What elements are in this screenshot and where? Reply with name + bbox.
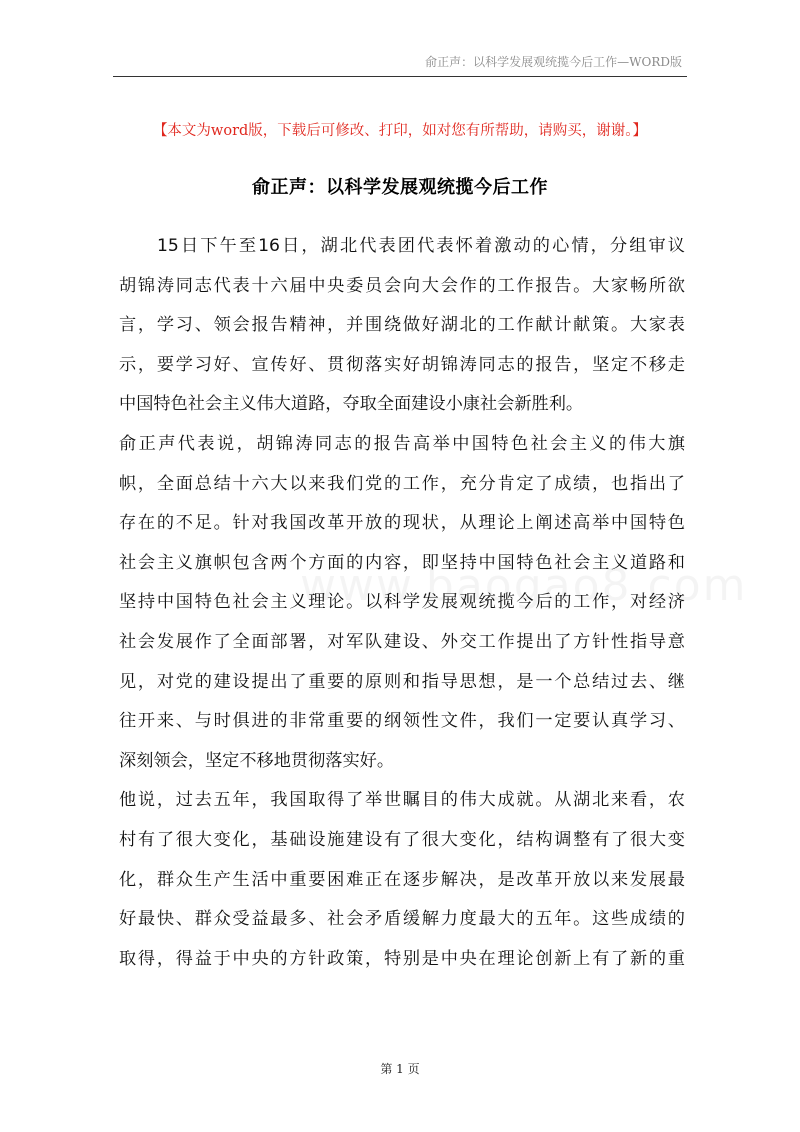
paragraph-line: 取得，得益于中央的方针政策，特别是中央在理论创新上有了新的重 <box>119 948 685 969</box>
purchase-notice: 【本文为word版，下载后可修改、打印，如对您有所帮助，请购买，谢谢。】 <box>152 123 648 139</box>
document-body <box>119 227 685 979</box>
paragraph-line: 中国特色社会主义伟大道路，夺取全面建设小康社会新胜利。 <box>119 394 584 415</box>
paragraph-line: 深刻领会，坚定不移地贯彻落实好。 <box>119 750 395 771</box>
paragraph-line: 俞正声代表说，胡锦涛同志的报告高举中国特色社会主义的伟大旗 <box>119 433 685 454</box>
paragraph-line: 帜，全面总结十六大以来我们党的工作，充分肯定了成绩，也指出了 <box>119 473 685 494</box>
running-header: 俞正声：以科学发展观统揽今后工作—WORD版 <box>425 55 682 69</box>
paragraph-line: 坚持中国特色社会主义理论。以科学发展观统揽今后的工作，对经济 <box>119 592 685 613</box>
paragraph-line: 往开来、与时俱进的非常重要的纲领性文件，我们一定要认真学习、 <box>119 711 685 732</box>
paragraph-line: 15日下午至16日，湖北代表团代表怀着激动的心情，分组审议 <box>157 236 685 256</box>
paragraph-line: 他说，过去五年，我国取得了举世瞩目的伟大成就。从湖北来看，农 <box>119 790 685 811</box>
header-divider <box>113 76 687 77</box>
paragraph-line: 好最快、群众受益最多、社会矛盾缓解力度最大的五年。这些成绩的 <box>119 909 685 930</box>
paragraph-line: 村有了很大变化，基础设施建设有了很大变化，结构调整有了很大变 <box>119 829 685 850</box>
paragraph-line: 胡锦涛同志代表十六届中央委员会向大会作的工作报告。大家畅所欲 <box>119 275 685 296</box>
paragraph-line: 见，对党的建设提出了重要的原则和指导思想，是一个总结过去、继 <box>119 671 685 692</box>
paragraph-line: 言，学习、领会报告精神，并围绕做好湖北的工作献计献策。大家表 <box>119 315 685 336</box>
paragraph-line: 示，要学习好、宣传好、贯彻落实好胡锦涛同志的报告，坚定不移走 <box>119 354 685 375</box>
paragraph-line: 存在的不足。针对我国改革开放的现状，从理论上阐述高举中国特色 <box>119 513 685 534</box>
document-title: 俞正声：以科学发展观统揽今后工作 <box>252 177 548 198</box>
paragraph-line: 社会发展作了全面部署，对军队建设、外交工作提出了方针性指导意 <box>119 631 685 652</box>
page-number: 第 1 页 <box>380 1062 420 1076</box>
paragraph-line: 社会主义旗帜包含两个方面的内容，即坚持中国特色社会主义道路和 <box>119 552 685 573</box>
paragraph-line: 化，群众生产生活中重要困难正在逐步解决，是改革开放以来发展最 <box>119 869 685 890</box>
